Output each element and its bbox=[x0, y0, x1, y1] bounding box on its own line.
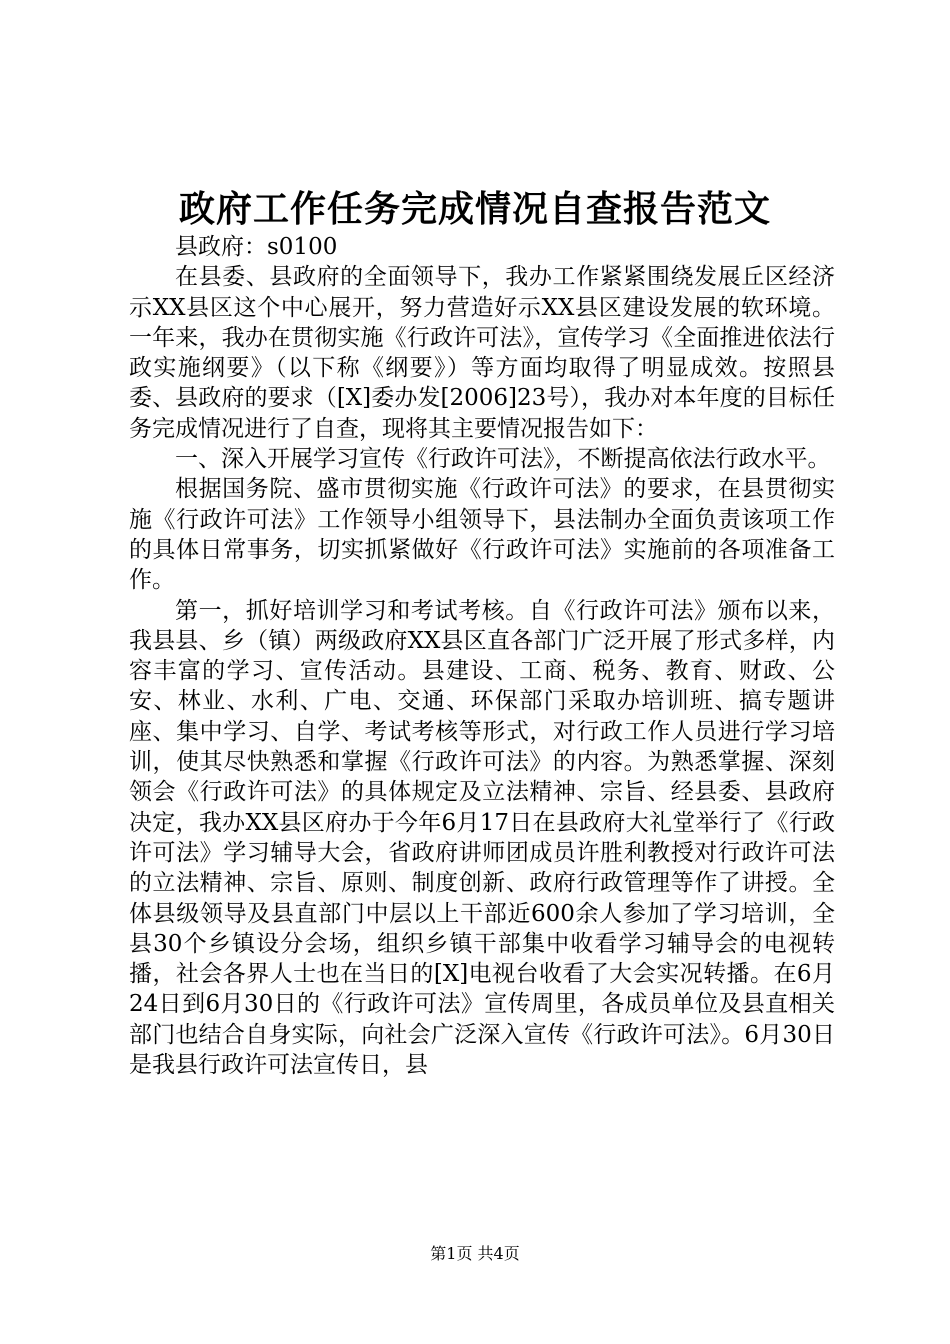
body-paragraph: 根据国务院、盛市贯彻实施《行政许可法》的要求，在县贯彻实施《行政许可法》工作领导小组领导下，县法制办全面负责该项工作的具体日常事务，切实抓紧做好《行政许可法》实施前的各项准备工作。 bbox=[129, 476, 835, 594]
intro-paragraph: 在县委、县政府的全面领导下，我办工作紧紧围绕发展丘区经济示XX县区这个中心展开，努力营造好示XX县区建设发展的软环境。一年来，我办在贯彻实施《行政许可法》，宣传学习《全面推进依法行政实施纲要》（以下称《纲要》）等方面均取得了明显成效。按照县委、县政府的要求（[X]委办发[2006]23号），我办对本年度的目标任务完成情况进行了自查，现将其主要情况报告如下： bbox=[129, 264, 835, 442]
document-title: 政府工作任务完成情况自查报告范文 bbox=[178, 188, 771, 230]
body-paragraph: 第一，抓好培训学习和考试考核。自《行政许可法》颁布以来，我县县、乡（镇）两级政府XX县区直各部门广泛开展了形式多样，内容丰富的学习、宣传活动。县建设、工商、税务、教育、财政、公安、林业、水利、广电、交通、环保部门采取办培训班、搞专题讲座、集中学习、自学、考试考核等形式，对行政工作人员进行学习培训，使其尽快熟悉和掌握《行政许可法》的内容。为熟悉掌握、深刻领会《行政许可法》的具体规定及立法精神、宗旨、经县委、县政府决定，我办XX县区府办于今年6月17日在县政府大礼堂举行了《行政许可法》学习辅导大会，省政府讲师团成员许胜利教授对行政许可法的立法精神、宗旨、原则、制度创新、政府行政管理等作了讲授。全体县级领导及县直部门中层以上干部近600余人参加了学习培训，全县30个乡镇设分会场，组织乡镇干部集中收看学习辅导会的电视转播，社会各界人士也在当日的[X]电视台收看了大会实况转播。在6月24日到6月30日的《行政许可法》宣传周里，各成员单位及县直相关部门也结合自身实际，向社会广泛深入宣传《行政许可法》。6月30日是我县行政许可法宣传日，县 bbox=[129, 597, 835, 1079]
addressee-line: 县政府：s0100 bbox=[175, 234, 338, 260]
page-number-footer: 第1页 共4页 bbox=[430, 1244, 520, 1263]
section-heading-1: 一、深入开展学习宣传《行政许可法》，不断提高依法行政水平。 bbox=[175, 446, 831, 473]
document-body bbox=[129, 232, 835, 1080]
